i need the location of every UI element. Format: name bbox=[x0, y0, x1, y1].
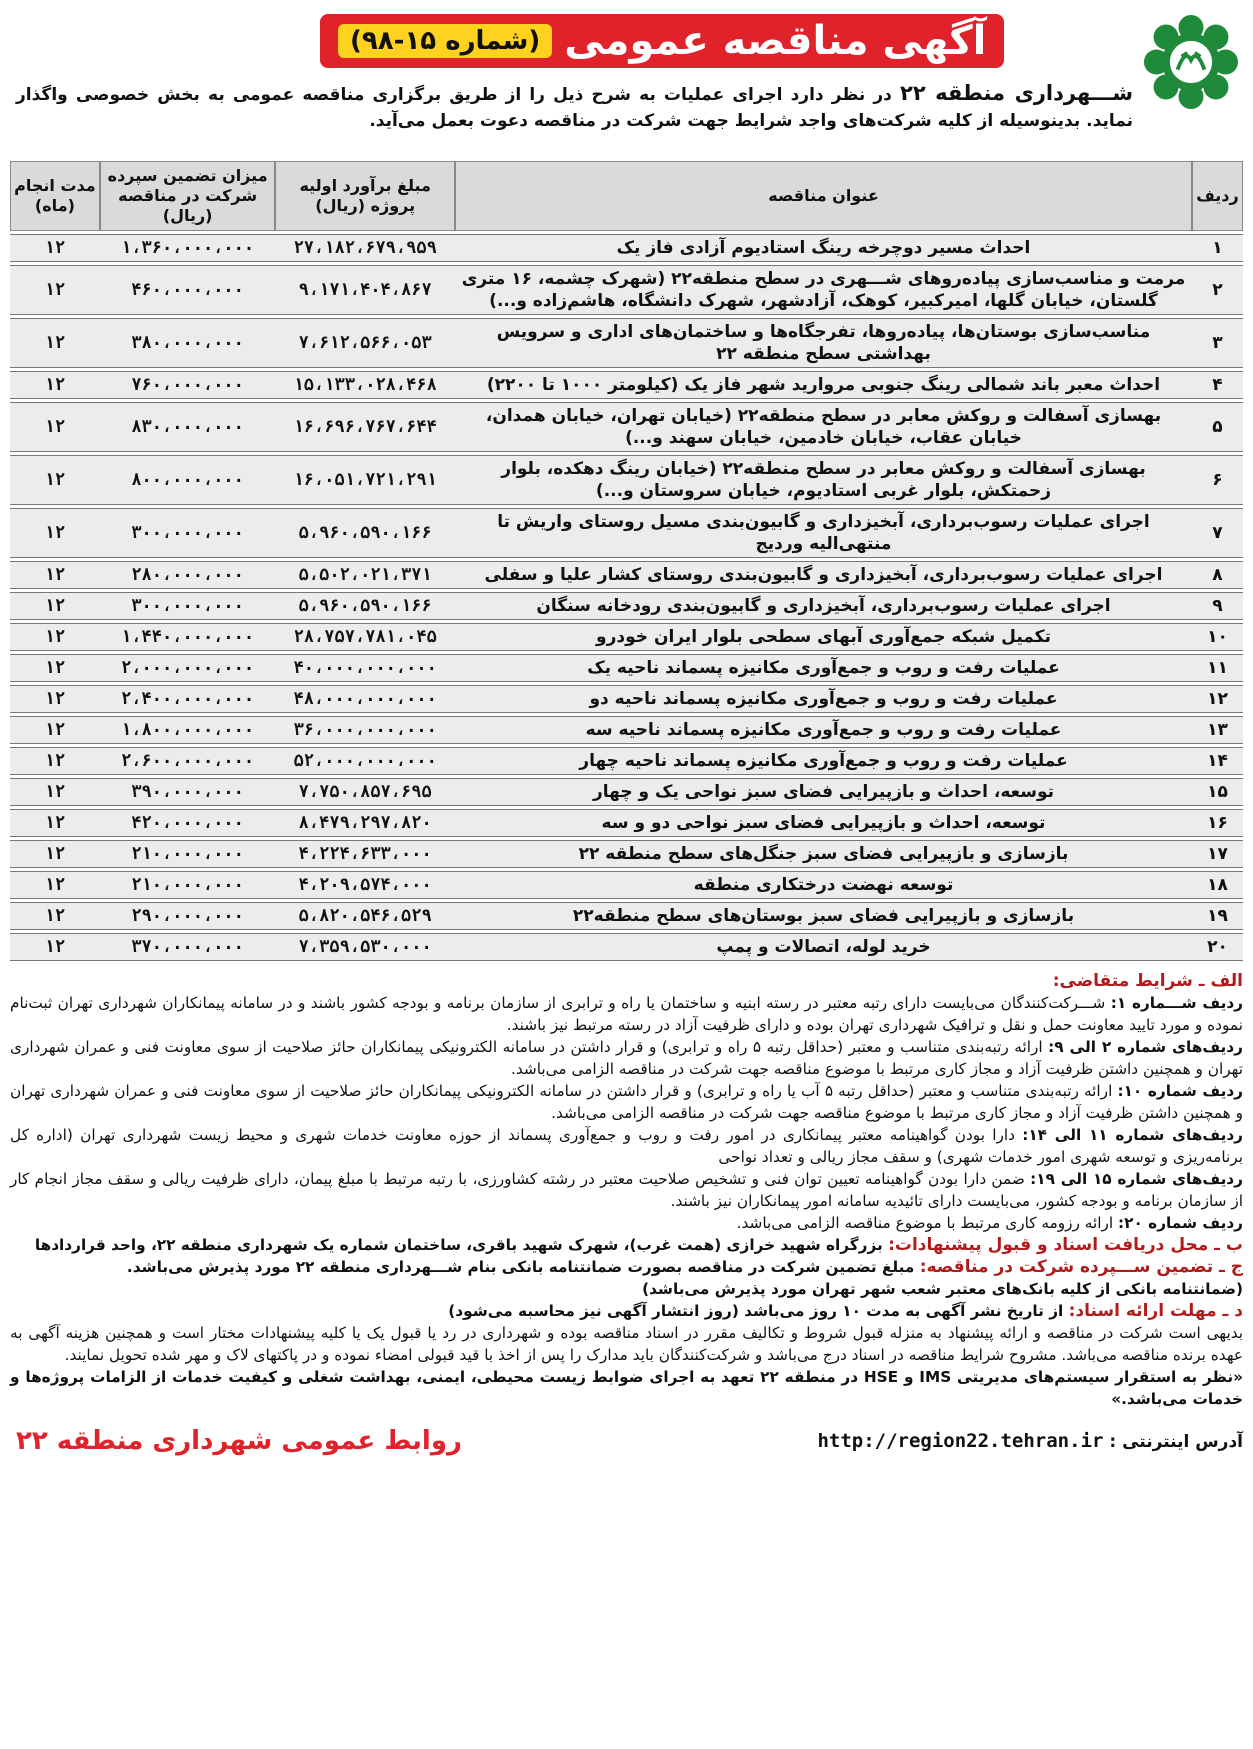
header-row-number: ردیف bbox=[1192, 161, 1243, 231]
table-header-row bbox=[10, 161, 1243, 231]
duration-cell: ۱۲ bbox=[10, 871, 100, 899]
tender-title-cell: اجرای عملیات رسوب‌برداری، آبخیزداری و گابیون‌بندی مسیل روستای واریش تا منتهی‌الیه وردیج bbox=[455, 508, 1192, 558]
guarantee-cell: ۲،۴۰۰،۰۰۰،۰۰۰ bbox=[100, 685, 276, 713]
tender-title-cell: عملیات رفت و روب و جمع‌آوری مکانیزه پسماند ناحیه یک bbox=[455, 654, 1192, 682]
notice-title-banner bbox=[320, 14, 1004, 68]
estimate-cell: ۴،۲۰۹،۵۷۴،۰۰۰ bbox=[275, 871, 455, 899]
duration-cell: ۱۲ bbox=[10, 685, 100, 713]
row-number-cell: ۱۱ bbox=[1192, 654, 1243, 682]
row-number-cell: ۱۸ bbox=[1192, 871, 1243, 899]
table-row bbox=[10, 561, 1243, 589]
estimate-cell: ۱۶،۰۵۱،۷۲۱،۲۹۱ bbox=[275, 455, 455, 505]
table-row bbox=[10, 654, 1243, 682]
condition-4-text: دارا بودن گواهینامه معتبر پیمانکاری در امور رفت و روب و جمع‌آوری پسماند از حوزه معاونت خدمات شهری و محیط زیست شهرداری تهران (اداره کل برنامه‌ریزی و توسعه شهری امور خدمات شهری) و سقف مجاز ریالی و تعداد نواحی bbox=[10, 1126, 1243, 1166]
duration-cell: ۱۲ bbox=[10, 840, 100, 868]
guarantee-cell: ۴۲۰،۰۰۰،۰۰۰ bbox=[100, 809, 276, 837]
section-b-text: بزرگراه شهید خرازی (همت غرب)، شهرک شهید باقری، ساختمان شماره یک شهرداری منطقه ۲۲، واحد قراردادها bbox=[34, 1236, 883, 1254]
guarantee-cell: ۲۱۰،۰۰۰،۰۰۰ bbox=[100, 871, 276, 899]
duration-cell: ۱۲ bbox=[10, 592, 100, 620]
table-row bbox=[10, 265, 1243, 315]
website-link[interactable]: http://region22.tehran.ir bbox=[817, 1430, 1104, 1452]
condition-3-label: ردیف شماره ۱۰: bbox=[1117, 1082, 1243, 1100]
row-number-cell: ۱۹ bbox=[1192, 902, 1243, 930]
conditions-section bbox=[10, 970, 1243, 1410]
table-row bbox=[10, 402, 1243, 452]
row-number-cell: ۱۲ bbox=[1192, 685, 1243, 713]
row-number-cell: ۱۶ bbox=[1192, 809, 1243, 837]
table-row bbox=[10, 716, 1243, 744]
estimate-cell: ۴۸،۰۰۰،۰۰۰،۰۰۰ bbox=[275, 685, 455, 713]
intro-text: در نظر دارد اجرای عملیات به شرح ذیل را از طریق برگزاری مناقصه عمومی به بخش خصوصی واگذار نماید. بدینوسیله از کلیه شرکت‌های واجد شرایط جهت شرکت در مناقصه دعوت بعمل می‌آید. bbox=[16, 85, 1133, 131]
row-number-cell: ۱۴ bbox=[1192, 747, 1243, 775]
estimate-cell: ۹،۱۷۱،۴۰۴،۸۶۷ bbox=[275, 265, 455, 315]
table-row bbox=[10, 871, 1243, 899]
estimate-cell: ۲۸،۷۵۷،۷۸۱،۰۴۵ bbox=[275, 623, 455, 651]
notice-title: آگهی مناقصه عمومی bbox=[564, 18, 987, 64]
general-terms-text: بدیهی است شرکت در مناقصه و ارائه پیشنهاد به منزله قبول شروط و تکالیف مقرر در اسناد مناقصه بوده و شهرداری در رد یا قبول یک یا کلیه پیشنهادات مختار است و همچنین هزینه آگهی به عهده برنده مناقصه می‌باشد. مشروح شرایط مناقصه در اسناد درج می‌باشد و شرکت‌کنندگان باید مدارک را پس از اخذ با قید قبولی امضاء نموده و در پاکتهای لاک و مهر شده تحویل نمایند. bbox=[10, 1324, 1243, 1364]
section-b-heading: ب ـ محل دریافت اسناد و قبول پیشنهادات: bbox=[888, 1235, 1243, 1255]
tender-title-cell: احداث معبر باند شمالی رینگ جنوبی مروارید شهر فاز یک (کیلومتر ۱۰۰۰ تا ۲۲۰۰) bbox=[455, 371, 1192, 399]
condition-2-text: ارائه رتبه‌بندی متناسب و معتبر (حداقل رتبه ۵ راه و ترابری) و قرار داشتن در سامانه الکترونیکی پیمانکاران حائز صلاحیت از سوی معاونت فنی و عمران شهرداری تهران و همچنین داشتن ظرفیت آزاد و مجاز کاری مرتبط با موضوع مناقصه جهت شرکت در مناقصه الزامی می‌باشد. bbox=[10, 1038, 1243, 1078]
condition-6-label: ردیف شماره ۲۰: bbox=[1118, 1214, 1243, 1232]
header-duration: مدت انجام (ماه) bbox=[10, 161, 100, 231]
estimate-cell: ۴،۲۲۴،۶۳۳،۰۰۰ bbox=[275, 840, 455, 868]
condition-5-text: ضمن دارا بودن گواهینامه تعیین توان فنی و تشخیص صلاحیت معتبر در رشته کشاورزی، با رتبه مرتبط با مبلغ پیمان، دارای ظرفیت ریالی و سقف مجاز انجام کار از سازمان برنامه و بودجه کشور، می‌بایست دارای تائیدیه سامانه امور پیمانکاران نیز باشند. bbox=[10, 1170, 1243, 1210]
tender-title-cell: عملیات رفت و روب و جمع‌آوری مکانیزه پسماند ناحیه دو bbox=[455, 685, 1192, 713]
website-line bbox=[817, 1430, 1243, 1452]
table-row bbox=[10, 455, 1243, 505]
duration-cell: ۱۲ bbox=[10, 778, 100, 806]
guarantee-cell: ۳۰۰،۰۰۰،۰۰۰ bbox=[100, 508, 276, 558]
tender-title-cell: بهسازی آسفالت و روکش معابر در سطح منطقه۲۲ (خیابان رینگ دهکده، بلوار زحمتکش، بلوار غربی استادیوم، خیابان سروستان و...) bbox=[455, 455, 1192, 505]
condition-1-label: ردیف شـــماره ۱: bbox=[1110, 994, 1243, 1012]
table-row bbox=[10, 508, 1243, 558]
table-row bbox=[10, 371, 1243, 399]
duration-cell: ۱۲ bbox=[10, 234, 100, 262]
guarantee-cell: ۴۶۰،۰۰۰،۰۰۰ bbox=[100, 265, 276, 315]
header-guarantee: میزان تضمین سپرده شرکت در مناقصه (ریال) bbox=[100, 161, 276, 231]
row-number-cell: ۱۳ bbox=[1192, 716, 1243, 744]
tender-title-cell: توسعه، احداث و بازپیرایی فضای سبز نواحی دو و سه bbox=[455, 809, 1192, 837]
tender-title-cell: مرمت و مناسب‌سازی پیاده‌روهای شـــهری در سطح منطقه۲۲ (شهرک چشمه، ۱۶ متری گلستان، خیابان گلها، امیرکبیر، کوهک، آزادشهر، شهرک دانشگاه، هاشم‌زاده و...) bbox=[455, 265, 1192, 315]
section-d-heading: د ـ مهلت ارائه اسناد: bbox=[1068, 1301, 1243, 1321]
table-row bbox=[10, 685, 1243, 713]
duration-cell: ۱۲ bbox=[10, 716, 100, 744]
guarantee-cell: ۲،۶۰۰،۰۰۰،۰۰۰ bbox=[100, 747, 276, 775]
row-number-cell: ۱۷ bbox=[1192, 840, 1243, 868]
section-c-heading: ج ـ تضمین ســـپرده شرکت در مناقصه: bbox=[919, 1257, 1243, 1277]
estimate-cell: ۳۶،۰۰۰،۰۰۰،۰۰۰ bbox=[275, 716, 455, 744]
row-number-cell: ۶ bbox=[1192, 455, 1243, 505]
condition-4-label: ردیف‌های شماره ۱۱ الی ۱۴: bbox=[1022, 1126, 1243, 1144]
duration-cell: ۱۲ bbox=[10, 318, 100, 368]
tender-title-cell: بازسازی و بازپیرایی فضای سبز جنگل‌های سطح منطقه ۲۲ bbox=[455, 840, 1192, 868]
duration-cell: ۱۲ bbox=[10, 933, 100, 961]
guarantee-cell: ۳۹۰،۰۰۰،۰۰۰ bbox=[100, 778, 276, 806]
condition-3-text: ارائه رتبه‌بندی متناسب و معتبر (حداقل رتبه ۵ آب یا راه و ترابری) و قرار داشتن در سامانه الکترونیکی پیمانکاران حائز صلاحیت از سوی معاونت فنی و عمران شهرداری تهران و همچنین داشتن ظرفیت آزاد و مجاز کاری مرتبط با موضوع مناقصه جهت شرکت در مناقصه الزامی می‌باشد. bbox=[10, 1082, 1243, 1122]
tender-title-cell: تکمیل شبکه جمع‌آوری آبهای سطحی بلوار ایران خودرو bbox=[455, 623, 1192, 651]
condition-2-label: ردیف‌های شماره ۲ الی ۹: bbox=[1048, 1038, 1243, 1056]
tender-title-cell: توسعه، احداث و بازپیرایی فضای سبز نواحی یک و چهار bbox=[455, 778, 1192, 806]
condition-6-text: ارائه رزومه کاری مرتبط با موضوع مناقصه الزامی می‌باشد. bbox=[736, 1214, 1114, 1232]
duration-cell: ۱۲ bbox=[10, 455, 100, 505]
table-row bbox=[10, 933, 1243, 961]
guarantee-cell: ۱،۴۴۰،۰۰۰،۰۰۰ bbox=[100, 623, 276, 651]
duration-cell: ۱۲ bbox=[10, 371, 100, 399]
duration-cell: ۱۲ bbox=[10, 402, 100, 452]
row-number-cell: ۹ bbox=[1192, 592, 1243, 620]
estimate-cell: ۵۲،۰۰۰،۰۰۰،۰۰۰ bbox=[275, 747, 455, 775]
row-number-cell: ۴ bbox=[1192, 371, 1243, 399]
tender-title-cell: اجرای عملیات رسوب‌برداری، آبخیزداری و گابیون‌بندی رودخانه سنگان bbox=[455, 592, 1192, 620]
tender-table bbox=[10, 158, 1243, 964]
section-d-text: از تاریخ نشر آگهی به مدت ۱۰ روز می‌باشد (روز انتشار آگهی نیز محاسبه می‌شود) bbox=[448, 1302, 1064, 1320]
row-number-cell: ۵ bbox=[1192, 402, 1243, 452]
row-number-cell: ۱۰ bbox=[1192, 623, 1243, 651]
row-number-cell: ۸ bbox=[1192, 561, 1243, 589]
table-row bbox=[10, 840, 1243, 868]
guarantee-cell: ۸۰۰،۰۰۰،۰۰۰ bbox=[100, 455, 276, 505]
tender-title-cell: احداث مسیر دوچرخه رینگ استادیوم آزادی فاز یک bbox=[455, 234, 1192, 262]
guarantee-cell: ۲،۰۰۰،۰۰۰،۰۰۰ bbox=[100, 654, 276, 682]
duration-cell: ۱۲ bbox=[10, 623, 100, 651]
duration-cell: ۱۲ bbox=[10, 508, 100, 558]
header-estimate: مبلغ برآورد اولیه پروژه (ریال) bbox=[275, 161, 455, 231]
guarantee-cell: ۲۱۰،۰۰۰،۰۰۰ bbox=[100, 840, 276, 868]
estimate-cell: ۸،۴۷۹،۲۹۷،۸۲۰ bbox=[275, 809, 455, 837]
guarantee-cell: ۱،۸۰۰،۰۰۰،۰۰۰ bbox=[100, 716, 276, 744]
tender-title-cell: عملیات رفت و روب و جمع‌آوری مکانیزه پسماند ناحیه سه bbox=[455, 716, 1192, 744]
row-number-cell: ۱۵ bbox=[1192, 778, 1243, 806]
estimate-cell: ۲۷،۱۸۲،۶۷۹،۹۵۹ bbox=[275, 234, 455, 262]
tender-title-cell: بهسازی آسفالت و روکش معابر در سطح منطقه۲۲ (خیابان تهران، خیابان همدان، خیابان عقاب، خیابان خادمین، خیابان سهند و...) bbox=[455, 402, 1192, 452]
duration-cell: ۱۲ bbox=[10, 747, 100, 775]
website-label: آدرس اینترنتی : bbox=[1109, 1432, 1243, 1452]
table-row bbox=[10, 778, 1243, 806]
row-number-cell: ۳ bbox=[1192, 318, 1243, 368]
estimate-cell: ۷،۳۵۹،۵۳۰،۰۰۰ bbox=[275, 933, 455, 961]
row-number-cell: ۷ bbox=[1192, 508, 1243, 558]
condition-1-text: شـــرکت‌کنندگان می‌بایست دارای رتبه معتبر در رسته ابنیه و ساختمان یا راه و ترابری از سازمان برنامه و بودجه کشور باشند و در سامانه پیمانکاران شهرداری تهران ثبت‌نام نموده و مورد تایید معاونت حمل و نقل و ترافیک شهرداری تهران بوده و دارای ظرفیت آزاد در رسته مرتبط نیز باشند. bbox=[10, 994, 1243, 1034]
guarantee-cell: ۳۷۰،۰۰۰،۰۰۰ bbox=[100, 933, 276, 961]
duration-cell: ۱۲ bbox=[10, 265, 100, 315]
estimate-cell: ۵،۹۶۰،۵۹۰،۱۶۶ bbox=[275, 592, 455, 620]
tender-title-cell: اجرای عملیات رسوب‌برداری، آبخیزداری و گابیون‌بندی روستای کشار علیا و سفلی bbox=[455, 561, 1192, 589]
table-row bbox=[10, 809, 1243, 837]
estimate-cell: ۷،۶۱۲،۵۶۶،۰۵۳ bbox=[275, 318, 455, 368]
duration-cell: ۱۲ bbox=[10, 654, 100, 682]
estimate-cell: ۱۶،۶۹۶،۷۶۷،۶۴۴ bbox=[275, 402, 455, 452]
notice-number: (شماره ۱۵-۹۸) bbox=[338, 24, 552, 58]
guarantee-cell: ۳۰۰،۰۰۰،۰۰۰ bbox=[100, 592, 276, 620]
estimate-cell: ۴۰،۰۰۰،۰۰۰،۰۰۰ bbox=[275, 654, 455, 682]
organization-name: شـــهرداری منطقه ۲۲ bbox=[900, 81, 1133, 105]
tender-title-cell: عملیات رفت و روب و جمع‌آوری مکانیزه پسماند ناحیه چهار bbox=[455, 747, 1192, 775]
estimate-cell: ۵،۹۶۰،۵۹۰،۱۶۶ bbox=[275, 508, 455, 558]
guarantee-cell: ۷۶۰،۰۰۰،۰۰۰ bbox=[100, 371, 276, 399]
hse-statement: «نظر به استقرار سیستم‌های مدیریتی IMS و HSE در منطقه ۲۲ تعهد به اجرای ضوابط زیست محیطی، ایمنی، بهداشت شغلی و کیفیت خدمات از الزامات پروژه‌ها و خدمات می‌باشد.» bbox=[10, 1368, 1243, 1408]
section-c-note: (ضمانتنامه بانکی از کلیه بانک‌های معتبر شعب شهر تهران مورد پذیرش می‌باشد) bbox=[642, 1280, 1243, 1298]
public-relations-signature: روابط عمومی شهرداری منطقه ۲۲ bbox=[16, 1426, 462, 1456]
estimate-cell: ۵،۵۰۲،۰۲۱،۳۷۱ bbox=[275, 561, 455, 589]
guarantee-cell: ۸۳۰،۰۰۰،۰۰۰ bbox=[100, 402, 276, 452]
tender-title-cell: خرید لوله، اتصالات و پمپ bbox=[455, 933, 1192, 961]
row-number-cell: ۱ bbox=[1192, 234, 1243, 262]
table-row bbox=[10, 902, 1243, 930]
tender-notice bbox=[10, 8, 1243, 1456]
tehran-municipality-logo-icon bbox=[1143, 14, 1239, 110]
tender-title-cell: توسعه نهضت درختکاری منطقه bbox=[455, 871, 1192, 899]
duration-cell: ۱۲ bbox=[10, 809, 100, 837]
estimate-cell: ۱۵،۱۳۳،۰۲۸،۴۶۸ bbox=[275, 371, 455, 399]
condition-5-label: ردیف‌های شماره ۱۵ الی ۱۹: bbox=[1030, 1170, 1243, 1188]
guarantee-cell: ۳۸۰،۰۰۰،۰۰۰ bbox=[100, 318, 276, 368]
estimate-cell: ۵،۸۲۰،۵۴۶،۵۲۹ bbox=[275, 902, 455, 930]
row-number-cell: ۲۰ bbox=[1192, 933, 1243, 961]
tender-title-cell: مناسب‌سازی بوستان‌ها، پیاده‌روها، تفرجگاه‌ها و ساختمان‌های اداری و سرویس بهداشتی سطح منطقه ۲۲ bbox=[455, 318, 1192, 368]
duration-cell: ۱۲ bbox=[10, 902, 100, 930]
table-row bbox=[10, 318, 1243, 368]
table-row bbox=[10, 592, 1243, 620]
guarantee-cell: ۱،۳۶۰،۰۰۰،۰۰۰ bbox=[100, 234, 276, 262]
duration-cell: ۱۲ bbox=[10, 561, 100, 589]
section-a-heading: الف ـ شرایط متقاضی: bbox=[1052, 971, 1243, 991]
intro-paragraph bbox=[16, 80, 1133, 134]
guarantee-cell: ۲۸۰،۰۰۰،۰۰۰ bbox=[100, 561, 276, 589]
tender-title-cell: بازسازی و بازپیرایی فضای سبز بوستان‌های سطح منطقه۲۲ bbox=[455, 902, 1192, 930]
row-number-cell: ۲ bbox=[1192, 265, 1243, 315]
footer bbox=[10, 1416, 1243, 1456]
table-row bbox=[10, 623, 1243, 651]
guarantee-cell: ۲۹۰،۰۰۰،۰۰۰ bbox=[100, 902, 276, 930]
table-row bbox=[10, 747, 1243, 775]
section-c-text: مبلغ تضمین شرکت در مناقصه بصورت ضمانتنامه بانکی بنام شـــهرداری منطقه ۲۲ مورد پذیرش می‌باشد. bbox=[126, 1258, 915, 1276]
header bbox=[10, 8, 1243, 158]
header-title: عنوان مناقصه bbox=[455, 161, 1192, 231]
estimate-cell: ۷،۷۵۰،۸۵۷،۶۹۵ bbox=[275, 778, 455, 806]
table-row bbox=[10, 234, 1243, 262]
